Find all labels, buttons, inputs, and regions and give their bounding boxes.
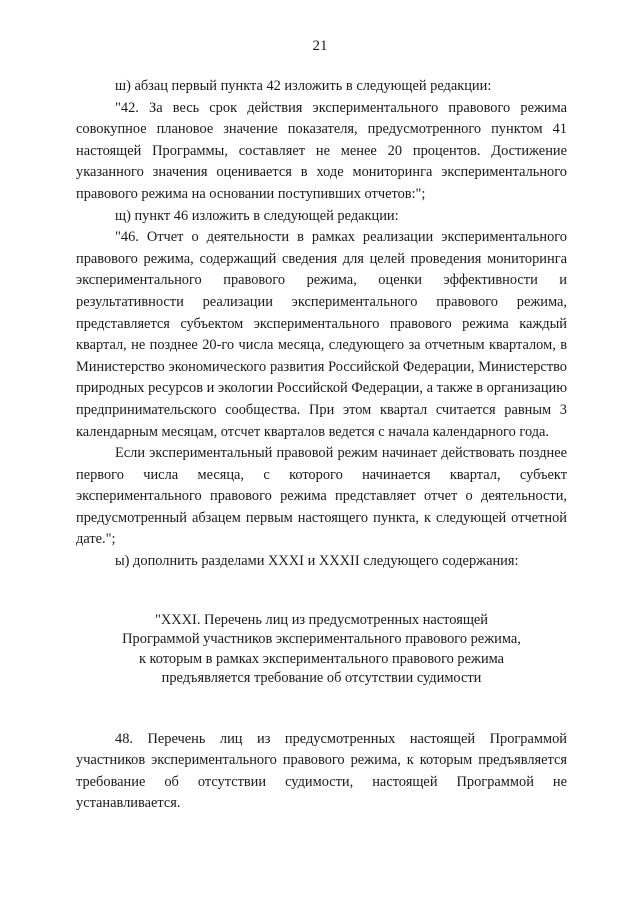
paragraph-amendment-y: ы) дополнить разделами XXXI и XXXII следующего содержания: — [115, 553, 519, 570]
page-number: 21 — [312, 38, 328, 54]
section-title-line: предъявляется требование об отсутствии судимости — [161, 670, 482, 687]
section-title-line: к которым в рамках экспериментального правового режима — [138, 650, 505, 667]
paragraph-item-42: "42. За весь срок действия экспериментального правового режима совокупное плановое значение показателя, предусмотренного пунктом 41 настоящей Программы, составляет не менее 20 процентов. Достижение указанного значения оценивается в ходе мониторинга экспериментального правового режима на основании поступивших отчетов:"; — [76, 99, 567, 202]
paragraph-amendment-shch: щ) пункт 46 изложить в следующей редакции: — [115, 207, 399, 224]
section-title-line: Программой участников экспериментального правового режима, — [122, 631, 521, 648]
paragraph-item-48: 48. Перечень лиц из предусмотренных настоящей Программой участников экспериментального правового режима, к которым предъявляется требование об отсутствии судимости, настоящей Программой не устанавливается. — [76, 730, 567, 812]
section-title-xxxi — [76, 611, 567, 689]
document-body — [76, 76, 567, 815]
section-title-line: "XXXI. Перечень лиц из предусмотренных настоящей — [154, 611, 488, 628]
paragraph-amendment-sh: ш) абзац первый пункта 42 изложить в следующей редакции: — [115, 78, 492, 94]
paragraph-item-46: "46. Отчет о деятельности в рамках реализации экспериментального правового режима, содержащий сведения для целей проведения мониторинга экспериментального правового режима, оценки эффективности и результативности реализации экспериментального правового режима, представляется субъектом экспериментального правового режима каждый квартал, не позднее 20-го числа месяца, следующего за отчетным кварталом, в Министерство экономического развития Российской Федерации, Министерство природных ресурсов и экологии Российской Федерации, а также в организацию предпринимательского сообщества. При этом квартал считается равным 3 календарным месяцам, отсчет кварталов ведется с начала календарного года. — [76, 229, 567, 440]
paragraph-item-46-continued: Если экспериментальный правовой режим начинает действовать позднее первого числа месяца, с которого начинается квартал, субъект экспериментального правового режима представляет отчет о деятельности, предусмотренный абзацем первым настоящего пункта, к следующей отчетной дате."; — [76, 445, 567, 548]
